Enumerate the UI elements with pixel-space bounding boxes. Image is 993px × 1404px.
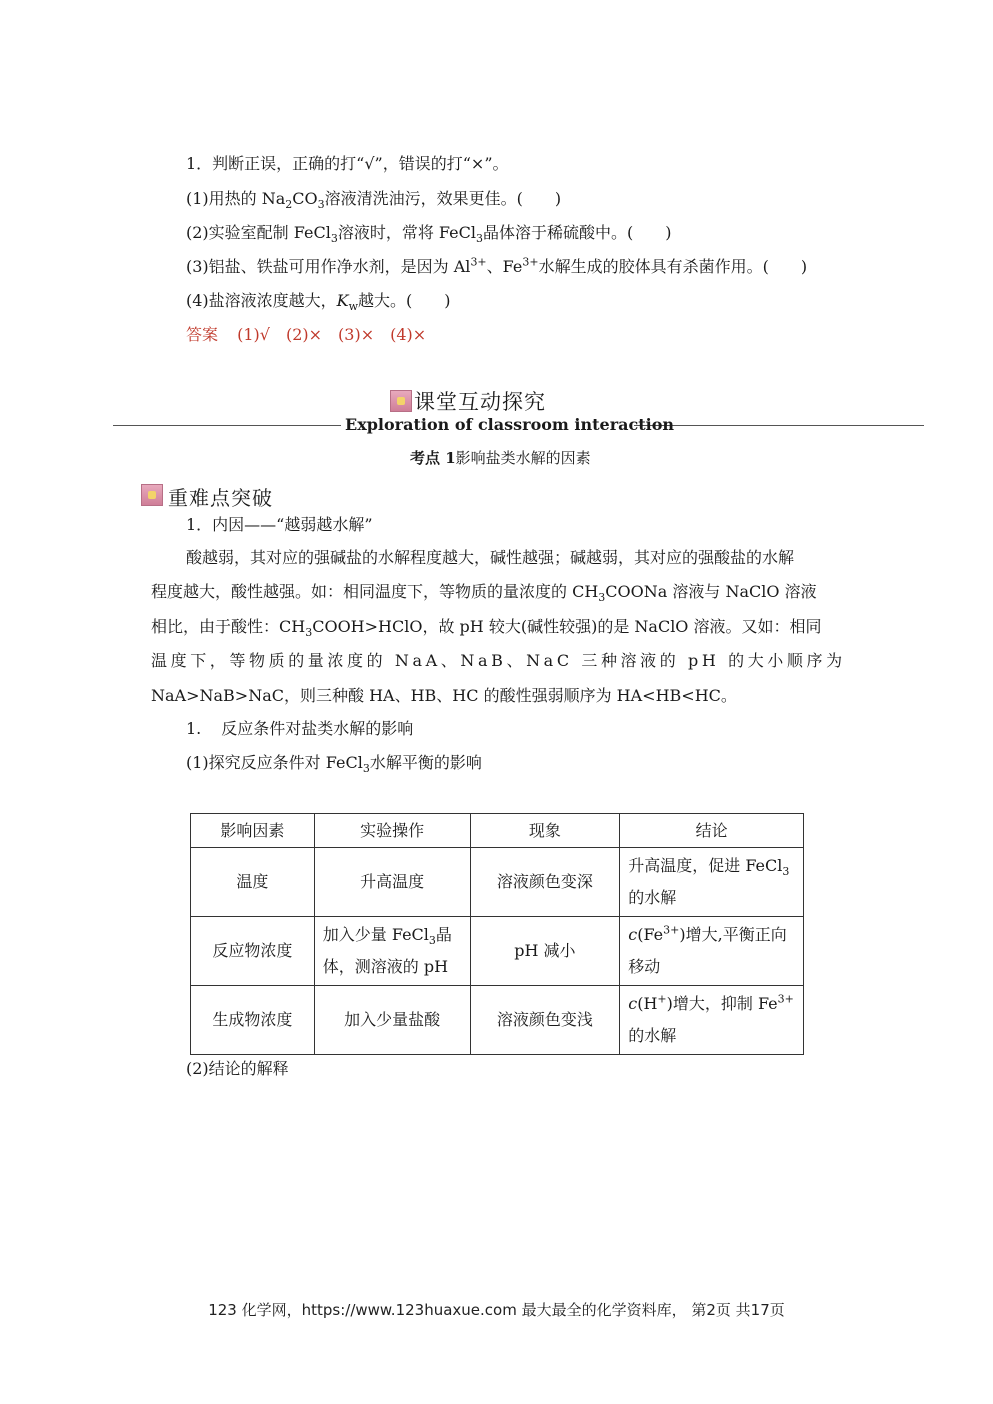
factors-table bbox=[190, 813, 804, 1055]
section-english-title: Exploration of classroom interaction bbox=[345, 415, 675, 434]
intrinsic-heading: 1．内因——“越弱越水解” bbox=[186, 515, 373, 534]
para-line-5: NaA>NaB>NaC，则三种酸 HA、HB、HC 的酸性强弱顺序为 HA<HB<HC。 bbox=[151, 686, 737, 705]
subsection-banner-title: 重难点突破 bbox=[168, 486, 273, 510]
answer-label: 答案 bbox=[186, 325, 219, 344]
para-line-3: 相比，由于酸性：$CH_3COOH>HClO$，故 pH 较大(碱性较强)的是 NaClO 溶液。又如：相同 bbox=[151, 617, 822, 640]
table-cell: c(H+)增大，抑制 $Fe^{3+}$ 的水解 bbox=[620, 986, 804, 1055]
table-row bbox=[191, 986, 804, 1055]
table-cell: 反应物浓度 bbox=[191, 917, 315, 986]
table-cell: 温度 bbox=[191, 848, 315, 917]
quiz-item-4: (4)盐溶液浓度越大，$K_w$越大。( ) bbox=[186, 291, 451, 314]
table-header-cell: 实验操作 bbox=[314, 814, 470, 848]
explore-heading: (1)探究反应条件对 FeCl$_3$水解平衡的影响 bbox=[186, 753, 482, 776]
table-cell: 溶液颜色变深 bbox=[470, 848, 620, 917]
table-header-cell: 结论 bbox=[620, 814, 804, 848]
quiz-heading: 1．判断正误，正确的打“√”，错误的打“×”。 bbox=[186, 154, 509, 173]
page-footer: 123 化学网，https://www.123huaxue.com 最大最全的化学资料库， 第2页 共17页 bbox=[208, 1301, 785, 1319]
answer-values: (1)√ (2)× (3)× (4)× bbox=[237, 325, 427, 344]
table-cell: 加入少量 FeCl$_3$晶 体，测溶液的 pH bbox=[314, 917, 470, 986]
conditions-heading: 1. 反应条件对盐类水解的影响 bbox=[186, 719, 414, 738]
table-row bbox=[191, 848, 804, 917]
table-cell: 溶液颜色变浅 bbox=[470, 986, 620, 1055]
table-row bbox=[191, 917, 804, 986]
table-cell: $c(Fe^{3+})$增大,平衡正向 移动 bbox=[620, 917, 804, 986]
section-banner-icon bbox=[390, 390, 412, 412]
conclusion-heading: (2)结论的解释 bbox=[186, 1059, 289, 1078]
divider-left bbox=[113, 425, 341, 426]
section-banner-title: 课堂互动探究 bbox=[414, 390, 546, 414]
quiz-item-3: (3)铝盐、铁盐可用作净水剂，是因为 $Al^{3+}$、$Fe^{3+}$水解生成的胶体具有杀菌作用。( ) bbox=[186, 255, 808, 276]
table-cell: 升高温度 bbox=[314, 848, 470, 917]
subsection-banner-icon bbox=[141, 484, 163, 506]
para-line-1: 酸越弱，其对应的强碱盐的水解程度越大，碱性越强；碱越弱，其对应的强酸盐的水解 bbox=[186, 548, 795, 567]
para-line-2: 程度越大，酸性越强。如：相同温度下，等物质的量浓度的 $CH_3COONa$ 溶液与 NaClO 溶液 bbox=[151, 582, 817, 605]
topic-title: 考点 1影响盐类水解的因素 bbox=[410, 449, 591, 467]
table-cell: pH 减小 bbox=[470, 917, 620, 986]
para-line-4: 温度下，等物质的量浓度的 NaA、NaB、NaC 三种溶液的 pH 的大小顺序为 bbox=[151, 651, 846, 670]
table-header-row bbox=[191, 814, 804, 848]
table-header-cell: 现象 bbox=[470, 814, 620, 848]
quiz-item-2: (2)实验室配制 FeCl$_3$溶液时，常将 FeCl$_3$晶体溶于稀硫酸中。( ) bbox=[186, 223, 672, 246]
quiz-answer bbox=[186, 322, 426, 345]
quiz-item-1: (1)用热的 $Na_2CO_3$溶液清洗油污，效果更佳。( ) bbox=[186, 189, 562, 212]
table-cell: 加入少量盐酸 bbox=[314, 986, 470, 1055]
table-header-cell: 影响因素 bbox=[191, 814, 315, 848]
table-cell: 生成物浓度 bbox=[191, 986, 315, 1055]
table-cell: 升高温度，促进 FeCl$_3$ 的水解 bbox=[620, 848, 804, 917]
divider-right bbox=[634, 425, 924, 426]
